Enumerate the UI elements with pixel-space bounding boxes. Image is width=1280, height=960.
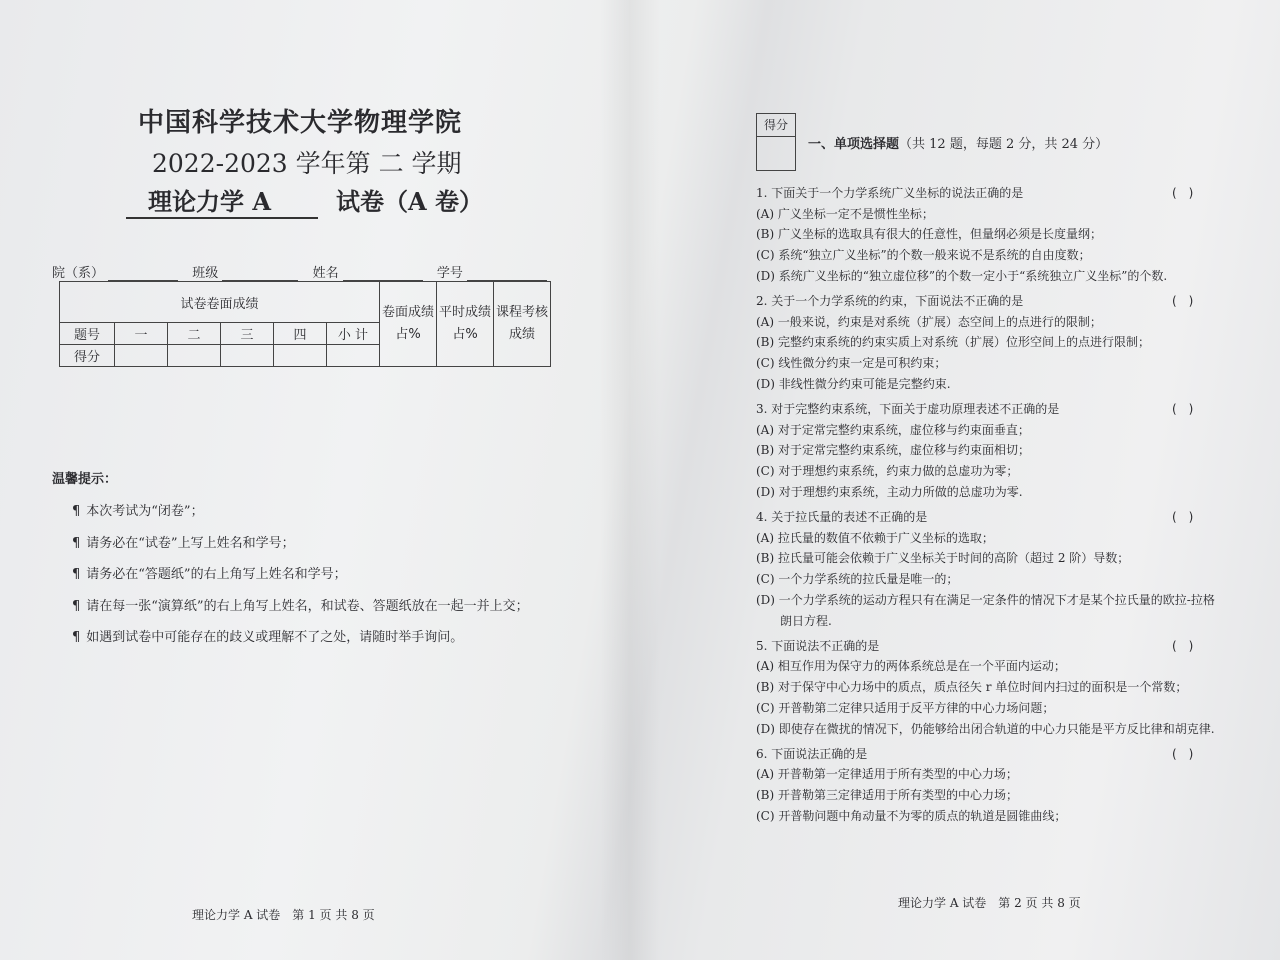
score-box-blank[interactable] [757, 137, 795, 169]
question-5 [756, 636, 1216, 740]
score-cell[interactable] [327, 345, 380, 367]
student-id-blank[interactable] [467, 266, 547, 281]
option-a: (A) 广义坐标一定不是惯性坐标； [756, 206, 934, 221]
regular-score-percent-header: 平时成绩占% [437, 282, 494, 367]
pilcrow-icon: ¶ [72, 535, 81, 551]
section-score-box [756, 113, 796, 171]
question-number-cell: 一 [115, 323, 168, 345]
paper-score-percent-header: 卷面成绩占% [380, 282, 437, 367]
option-c: (C) 开普勒问题中角动量不为零的质点的轨道是圆锥曲线； [756, 808, 1067, 823]
question-stem [756, 507, 1216, 528]
option-b: (B) 广义坐标的选取具有很大的任意性，但量纲必须是长度量纲； [756, 227, 1102, 242]
question-3 [756, 399, 1216, 503]
name-blank[interactable] [343, 266, 423, 281]
question-2 [756, 291, 1216, 395]
option-c: (C) 对于理想约束系统，约束力做的总虚功为零； [756, 464, 1019, 479]
answer-paren[interactable]: ( ) [1172, 294, 1194, 309]
option-a: (A) 相互作用为保守力的两体系统总是在一个平面内运动； [756, 659, 1066, 674]
score-row-label: 得分 [60, 345, 115, 367]
question-stem-text: 4. 关于拉氏量的表述不正确的是 [756, 510, 928, 525]
pilcrow-icon: ¶ [72, 598, 81, 614]
option-b: (B) 对于定常完整约束系统，虚位移与约束面相切； [756, 443, 1030, 458]
question-stem [756, 399, 1216, 420]
score-box-label: 得分 [757, 114, 795, 137]
option-d: (D) 非线性微分约束可能是完整约束. [756, 376, 951, 391]
answer-paren[interactable]: ( ) [1172, 746, 1194, 761]
option-c: (C) 开普勒第二定律只适用于反平方律的中心力场问题； [756, 700, 1055, 715]
option-c: (C) 线性微分约束一定是可积约束； [756, 356, 947, 371]
tip-item [72, 502, 529, 534]
option-c: (C) 一个力学系统的拉氏量是唯一的； [756, 572, 959, 587]
score-table-main-header: 试卷卷面成绩 [60, 282, 380, 323]
department-label: 院（系） [52, 266, 105, 281]
class-label: 班级 [192, 266, 219, 281]
answer-paren[interactable]: ( ) [1172, 638, 1194, 653]
option-a: (A) 拉氏量的数值不依赖于广义坐标的选取； [756, 530, 994, 545]
pilcrow-icon: ¶ [72, 504, 81, 519]
option-d: (D) 系统广义坐标的“独立虚位移”的个数一定小于“系统独立广义坐标”的个数. [756, 268, 1168, 283]
question-number-label: 题号 [60, 323, 115, 345]
question-stem-text: 2. 关于一个力学系统的约束，下面说法不正确的是 [756, 294, 1024, 309]
course-title [126, 182, 483, 219]
page-footer-left: 理论力学 A 试卷 第 1 页 共 8 页 [192, 908, 375, 922]
tip-text: 请在每一张“演算纸”的右上角写上姓名，和试卷、答题纸放在一起一并上交； [86, 598, 529, 614]
question-6 [756, 744, 1216, 827]
question-stem [756, 744, 1216, 765]
option-c: (C) 系统“独立广义坐标”的个数一般来说不是系统的自由度数； [756, 248, 1091, 263]
option-d: (D) 即使存在微扰的情况下，仍能够给出闭合轨道的中心力只能是平方反比律和胡克律. [756, 721, 1215, 736]
tip-text: 本次考试为“闭卷”； [86, 504, 204, 519]
section-heading: 一、单项选择题 [808, 137, 900, 152]
question-1 [756, 183, 1216, 287]
final-score-header: 课程考核成绩 [494, 282, 551, 367]
question-list [756, 183, 1216, 831]
tip-text: 请务必在“答题纸”的右上角写上姓名和学号； [86, 567, 347, 582]
score-cell[interactable] [168, 345, 221, 367]
answer-paren[interactable]: ( ) [1172, 510, 1194, 525]
answer-paren[interactable]: ( ) [1172, 402, 1194, 417]
tip-text: 请务必在“试卷”上写上姓名和学号； [86, 535, 295, 551]
tip-item [72, 597, 529, 629]
option-b: (B) 开普勒第三定律适用于所有类型的中心力场； [756, 788, 1018, 803]
tip-text: 如遇到试卷中可能存在的歧义或理解不了之处，请随时举手询问。 [86, 630, 464, 645]
subtotal-cell: 小 计 [327, 323, 380, 345]
option-a: (A) 对于定常完整约束系统，虚位移与约束面垂直； [756, 422, 1030, 437]
tip-item [72, 565, 529, 597]
pilcrow-icon: ¶ [72, 630, 81, 645]
school-title: 中国科学技术大学物理学院 [138, 108, 463, 138]
department-blank[interactable] [108, 266, 178, 281]
option-b: (B) 完整约束系统的约束实质上对系统（扩展）位形空间上的点进行限制； [756, 335, 1150, 350]
question-stem-text: 1. 下面关于一个力学系统广义坐标的说法正确的是 [756, 186, 1024, 200]
page-footer-right: 理论力学 A 试卷 第 2 页 共 8 页 [898, 896, 1081, 910]
course-name: 理论力学 A [126, 182, 318, 219]
section-info: （共 12 题，每题 2 分，共 24 分） [899, 137, 1109, 152]
question-stem [756, 291, 1216, 312]
semester-title: 2022-2023 学年第 二 学期 [152, 149, 462, 178]
score-cell[interactable] [274, 345, 327, 367]
tip-item [72, 628, 529, 660]
score-cell[interactable] [115, 345, 168, 367]
question-4 [756, 507, 1216, 631]
question-stem-text: 3. 对于完整约束系统，下面关于虚功原理表述不正确的是 [756, 402, 1060, 417]
question-stem [756, 636, 1216, 657]
tips-list [72, 502, 529, 660]
section-title [808, 133, 1108, 152]
question-number-cell: 三 [221, 323, 274, 345]
question-number-cell: 二 [168, 323, 221, 345]
pilcrow-icon: ¶ [72, 567, 81, 582]
name-label: 姓名 [312, 266, 339, 281]
class-blank[interactable] [222, 266, 298, 281]
question-stem-text: 6. 下面说法正确的是 [756, 746, 868, 761]
option-d: (D) 对于理想约束系统，主动力所做的总虚功为零. [756, 484, 1023, 499]
option-d: (D) 一个力学系统的运动方程只有在满足一定条件的情况下才是某个拉氏量的欧拉-拉格朗日方程. [756, 592, 1215, 628]
option-a: (A) 开普勒第一定律适用于所有类型的中心力场； [756, 767, 1018, 782]
paper-type: 试卷（A 卷） [336, 187, 483, 216]
page-fold-shadow [600, 0, 660, 960]
question-stem [756, 183, 1216, 204]
score-cell[interactable] [221, 345, 274, 367]
option-b: (B) 拉氏量可能会依赖于广义坐标关于时间的高阶（超过 2 阶）导数； [756, 551, 1130, 566]
answer-paren[interactable]: ( ) [1172, 186, 1194, 200]
student-info-row [52, 262, 557, 281]
question-stem-text: 5. 下面说法不正确的是 [756, 638, 880, 653]
option-b: (B) 对于保守中心力场中的质点，质点径矢 r 单位时间内扫过的面积是一个常数； [756, 680, 1188, 695]
student-id-label: 学号 [436, 266, 463, 281]
tip-item [72, 534, 529, 566]
option-a: (A) 一般来说，约束是对系统（扩展）态空间上的点进行的限制； [756, 314, 1102, 329]
question-number-cell: 四 [274, 323, 327, 345]
tips-title: 温馨提示： [52, 472, 118, 487]
score-table [59, 281, 551, 367]
